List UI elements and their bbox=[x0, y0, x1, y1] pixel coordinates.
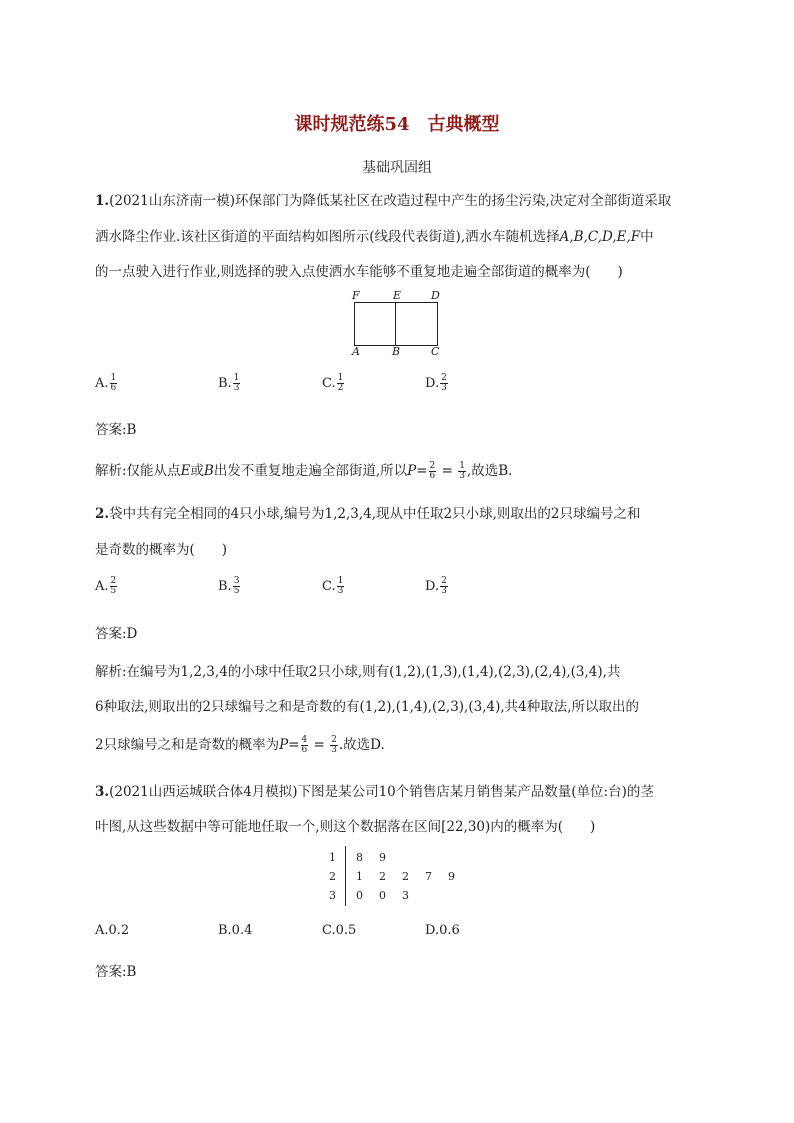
q1-line2 bbox=[95, 225, 654, 245]
numerator: 2 bbox=[441, 576, 447, 586]
prob-p: P= bbox=[407, 463, 428, 479]
street-middle-line bbox=[395, 303, 396, 345]
prob-p: P= bbox=[279, 737, 300, 753]
fraction bbox=[233, 577, 241, 596]
label-f: F bbox=[352, 289, 360, 302]
q2-option-d bbox=[425, 577, 449, 596]
analysis-end: .故选D. bbox=[338, 737, 385, 753]
numerator: 2 bbox=[441, 373, 447, 383]
q3-number: 3. bbox=[95, 784, 110, 800]
numerator: 4 bbox=[301, 735, 308, 745]
leaf-row-1 bbox=[356, 848, 471, 867]
q3-text1: (2021山西运城联合体4月模拟)下图是某公司10个销售店某月销售某产品数量(单位:台)的茎 bbox=[109, 784, 654, 800]
section-subtitle: 基础巩固组 bbox=[362, 160, 432, 176]
denominator: 3 bbox=[337, 586, 344, 596]
q1-option-a bbox=[95, 374, 118, 393]
denominator: 3 bbox=[233, 383, 240, 393]
option-label: C. bbox=[322, 376, 336, 391]
stem-divider bbox=[345, 846, 346, 906]
q3-option-c: C.0.5 bbox=[322, 923, 357, 938]
leaf: 3 bbox=[402, 889, 409, 902]
equals: = bbox=[309, 737, 330, 753]
q2-line1 bbox=[95, 502, 640, 522]
denominator: 3 bbox=[441, 586, 447, 596]
fraction bbox=[440, 374, 448, 393]
var-e: E bbox=[180, 463, 191, 479]
q1-text2: 洒水降尘作业.该社区街道的平面结构如图所示(线段代表街道),洒水车随机选择 bbox=[95, 229, 560, 245]
analysis-or: 或 bbox=[190, 463, 204, 479]
label-c: C bbox=[431, 345, 440, 358]
denominator: 2 bbox=[337, 383, 344, 393]
denominator: 6 bbox=[429, 471, 436, 481]
leaf: 0 bbox=[379, 889, 386, 902]
option-label: A. bbox=[95, 376, 109, 391]
q1-text2-end: 中 bbox=[640, 229, 654, 245]
denominator: 5 bbox=[233, 586, 240, 596]
stem-3: 3 bbox=[329, 889, 336, 902]
q2-analysis-3 bbox=[95, 733, 385, 755]
numerator: 2 bbox=[110, 576, 117, 586]
q3-option-b: B.0.4 bbox=[218, 923, 253, 938]
analysis-end: ,故选B. bbox=[466, 463, 513, 479]
stem-1: 1 bbox=[329, 851, 336, 864]
q2-answer: 答案:D bbox=[95, 626, 138, 642]
leaf-row-2 bbox=[356, 867, 471, 886]
q2-text1: 袋中共有完全相同的4只小球,编号为1,2,3,4,现从中任取2只小球,则取出的2只球编号之和 bbox=[109, 506, 641, 522]
fraction bbox=[337, 374, 345, 393]
numerator: 1 bbox=[337, 373, 344, 383]
leaf-rows bbox=[356, 848, 471, 905]
leaf: 0 bbox=[356, 889, 363, 902]
fraction bbox=[301, 736, 309, 755]
q2-analysis-2: 6种取法,则取出的2只球编号之和是奇数的有(1,2),(1,4),(2,3),(3,4),共4种取法,所以取出的 bbox=[95, 699, 640, 715]
q1-option-c bbox=[322, 374, 345, 393]
q2-option-a bbox=[95, 577, 118, 596]
fraction bbox=[458, 462, 466, 481]
fraction bbox=[233, 374, 241, 393]
denominator: 6 bbox=[301, 745, 308, 755]
q1-vars: A,B,C,D,E,F bbox=[559, 229, 641, 245]
numerator: 1 bbox=[337, 576, 344, 586]
label-b: B bbox=[392, 345, 401, 358]
numerator: 1 bbox=[233, 373, 240, 383]
denominator: 3 bbox=[441, 383, 447, 393]
fraction bbox=[330, 736, 338, 755]
leaf-row-3 bbox=[356, 886, 471, 905]
leaf: 1 bbox=[356, 870, 363, 883]
q3-answer: 答案:B bbox=[95, 964, 137, 980]
leaf: 2 bbox=[379, 870, 386, 883]
numerator: 3 bbox=[233, 576, 240, 586]
q2-line2: 是奇数的概率为( ) bbox=[95, 542, 228, 558]
q2-analysis-1: 解析:在编号为1,2,3,4的小球中任取2只小球,则有(1,2),(1,3),(1,4),(2,3),(2,4),(3,4),共 bbox=[95, 664, 621, 680]
q1-option-d bbox=[425, 374, 449, 393]
q1-answer: 答案:B bbox=[95, 422, 137, 438]
option-label: B. bbox=[218, 579, 232, 594]
q1-line1 bbox=[95, 189, 671, 209]
equals: = bbox=[437, 463, 458, 479]
q1-option-b bbox=[218, 374, 241, 393]
option-label: A. bbox=[95, 579, 109, 594]
denominator: 3 bbox=[331, 745, 337, 755]
option-label: D. bbox=[425, 579, 440, 594]
q1-analysis bbox=[95, 459, 512, 481]
fraction bbox=[110, 577, 118, 596]
street-figure bbox=[354, 302, 438, 346]
denominator: 5 bbox=[110, 586, 117, 596]
q3-line1 bbox=[95, 780, 654, 800]
analysis-text2: 出发不重复地走遍全部街道,所以 bbox=[213, 463, 408, 479]
analysis-text: 解析:仅能从点 bbox=[95, 463, 181, 479]
leaf: 9 bbox=[379, 851, 386, 864]
fraction bbox=[110, 374, 118, 393]
option-label: C. bbox=[322, 579, 336, 594]
q2-option-c bbox=[322, 577, 345, 596]
option-label: D. bbox=[425, 376, 440, 391]
leaf: 9 bbox=[448, 870, 455, 883]
label-a: A bbox=[352, 345, 360, 358]
q1-number: 1. bbox=[95, 193, 110, 209]
numerator: 1 bbox=[110, 373, 117, 383]
numerator: 1 bbox=[459, 461, 465, 471]
stem-column bbox=[329, 848, 336, 905]
q1-line3: 的一点驶入进行作业,则选择的驶入点使洒水车能够不重复地走遍全部街道的概率为( ) bbox=[95, 264, 623, 280]
q3-option-a: A.0.2 bbox=[95, 923, 130, 938]
stem-2: 2 bbox=[329, 870, 336, 883]
fraction bbox=[337, 577, 345, 596]
denominator: 3 bbox=[459, 471, 465, 481]
option-label: B. bbox=[218, 376, 232, 391]
q3-line2: 叶图,从这些数据中等可能地任取一个,则这个数据落在区间[22,30)内的概率为( ) bbox=[95, 819, 596, 835]
leaf: 8 bbox=[356, 851, 363, 864]
q2-option-b bbox=[218, 577, 241, 596]
label-e: E bbox=[393, 289, 402, 302]
q1-text1: (2021山东济南一模)环保部门为降低某社区在改造过程中产生的扬尘污染,决定对全部街道采取 bbox=[109, 193, 672, 209]
q2-number: 2. bbox=[95, 506, 110, 522]
fraction bbox=[440, 577, 448, 596]
leaf: 7 bbox=[425, 870, 432, 883]
var-b: B bbox=[203, 463, 214, 479]
numerator: 2 bbox=[331, 735, 337, 745]
leaf: 2 bbox=[402, 870, 409, 883]
q3-option-d: D.0.6 bbox=[425, 923, 460, 938]
page-title: 课时规范练54 古典概型 bbox=[294, 114, 500, 135]
numerator: 2 bbox=[429, 461, 436, 471]
label-d: D bbox=[431, 289, 440, 302]
analysis-text: 2只球编号之和是奇数的概率为 bbox=[95, 737, 280, 753]
fraction bbox=[429, 462, 437, 481]
denominator: 6 bbox=[110, 383, 117, 393]
